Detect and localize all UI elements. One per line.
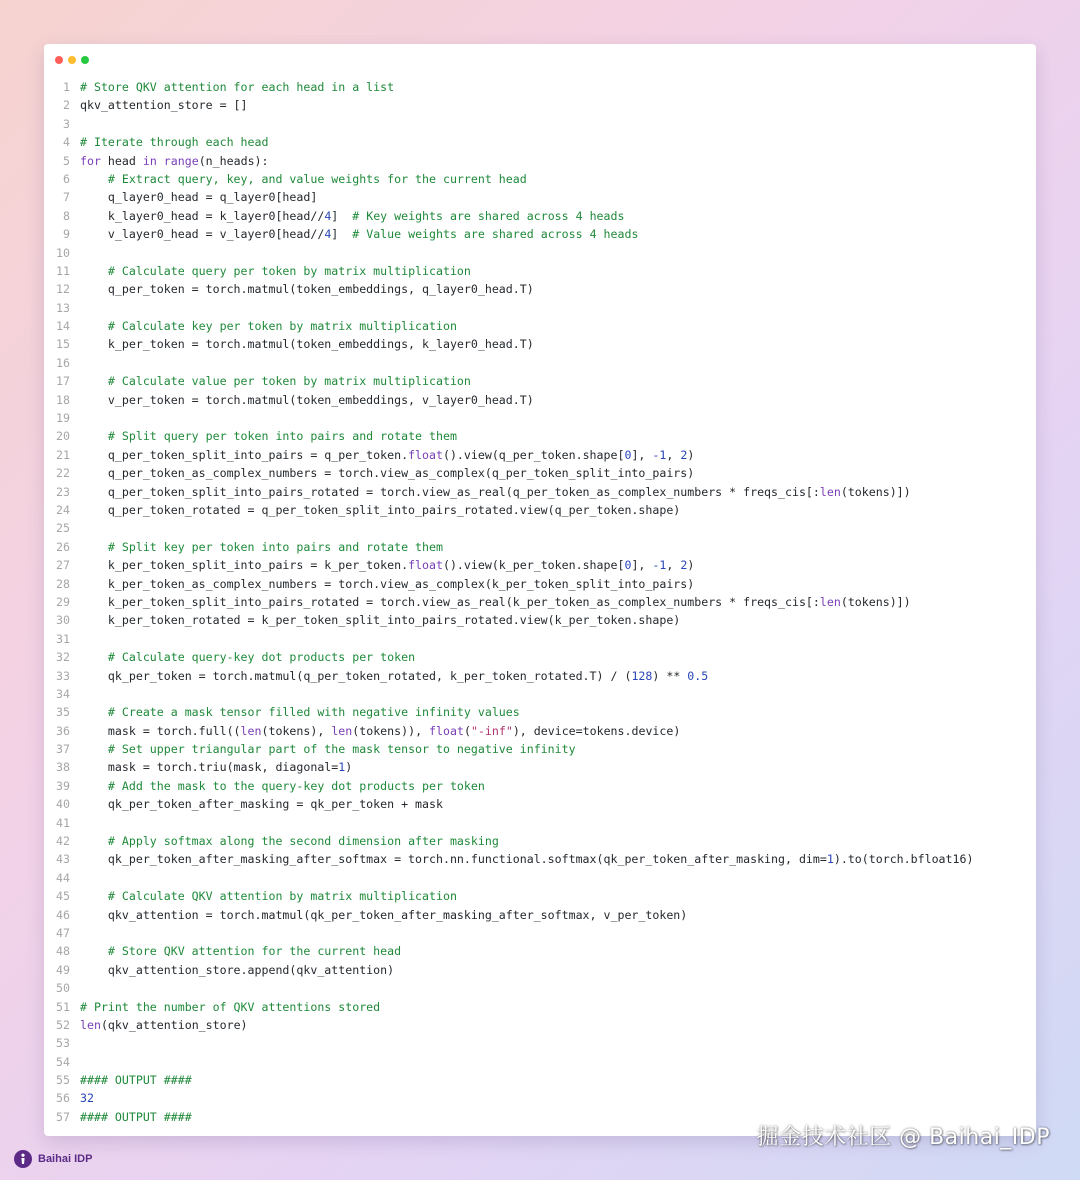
code-token: v_per_token = torch.matmul(token_embeddings, v_layer0_head.T) [80,392,534,407]
code-token: in [142,153,157,168]
code-token: 2 [680,558,688,573]
line-number: 47 [56,925,70,940]
code-token: float [408,447,443,462]
line-number: 13 [56,300,70,315]
code-line [44,685,1036,703]
code-line [44,317,1036,335]
code-token: ) [687,447,695,462]
code-token: ) [345,760,353,775]
code-line [44,78,1036,96]
code-token: len [819,484,841,499]
line-number: 35 [56,705,70,720]
code-token [80,742,108,756]
code-line [44,299,1036,317]
window-controls [55,56,89,64]
code-token: # Extract query, key, and value weights for the current head [107,171,527,186]
code-token [80,650,108,664]
code-token: len [819,594,841,609]
line-number: 46 [56,907,70,922]
code-token: float [408,558,443,573]
code-token: # Store QKV attention for each head in a list [80,80,395,94]
code-token: qk_per_token_after_masking_after_softmax = torch.nn.functional.softmax(qk_per_token_after_masking, dim= [80,852,827,867]
code-token: ) [687,558,695,573]
code-token: k_per_token_split_into_pairs = k_per_token. [80,558,409,573]
code-token: (n_heads): [198,153,269,168]
code-token [80,264,108,278]
line-number: 26 [56,539,70,554]
line-number: 3 [63,116,70,131]
code-token: ], [631,447,653,462]
code-token: # Calculate query-key dot products per token [107,650,416,665]
line-number: 1 [63,80,70,94]
code-token [80,540,108,554]
line-number: 19 [56,411,70,426]
code-token: mask = torch.triu(mask, diagonal= [80,760,339,775]
code-token: (qkv_attention_store) [100,1017,248,1032]
code-token: len [80,1017,101,1032]
line-number: 55 [56,1073,70,1088]
code-line [44,703,1036,721]
line-number: 30 [56,613,70,628]
code-token [80,889,108,903]
code-line [44,115,1036,133]
line-number: 20 [56,429,70,444]
code-token: # Split key per token into pairs and rotate them [107,539,443,554]
code-token: 128 [631,668,653,683]
code-token [80,705,108,719]
code-token: ( [463,723,471,738]
line-number: 12 [56,282,70,297]
code-token: 0 [624,447,632,462]
code-line [44,1089,1036,1107]
code-token: qkv_attention = torch.matmul(qk_per_token_after_masking_after_softmax, v_per_token) [80,907,688,922]
code-token: # Value weights are shared across 4 heads [352,227,639,242]
code-token [157,154,164,168]
code-token: ) ** [652,668,688,683]
line-number: 9 [63,227,70,242]
line-number: 14 [56,319,70,334]
code-token: # Add the mask to the query-key dot products per token [107,778,485,793]
line-number: 8 [63,208,70,223]
code-token: ] [331,227,353,242]
line-number: 16 [56,355,70,370]
line-number: 5 [63,153,70,168]
code-token [80,944,108,958]
code-token: (tokens)]) [840,484,911,499]
line-number: 6 [63,171,70,186]
code-token [80,319,108,333]
line-number: 43 [56,852,70,867]
code-token: (tokens), [261,723,332,738]
code-token: head [100,153,143,168]
code-line [44,869,1036,887]
code-token: #### OUTPUT #### [80,1109,192,1124]
code-token: qk_per_token_after_masking = qk_per_token + mask [80,797,443,812]
line-number: 11 [56,263,70,278]
code-line [44,1016,1036,1034]
code-token: -1 [652,558,667,573]
baihai-logo-icon [14,1150,32,1168]
code-line [44,777,1036,795]
code-line [44,1071,1036,1089]
code-line [44,170,1036,188]
code-token: q_per_token_split_into_pairs = q_per_token. [80,447,409,462]
code-token: 4 [324,227,332,242]
code-line [44,832,1036,850]
line-number: 39 [56,778,70,793]
code-token: k_per_token_as_complex_numbers = torch.view_as_complex(k_per_token_split_into_pairs) [80,576,695,591]
code-line [44,483,1036,501]
code-line [44,427,1036,445]
code-token: len [240,723,262,738]
code-line [44,446,1036,464]
code-token: range [163,153,199,168]
code-line [44,501,1036,519]
code-token: # Set upper triangular part of the mask tensor to negative infinity [107,742,576,757]
line-number: 7 [63,190,70,205]
code-line [44,556,1036,574]
line-number: 27 [56,558,70,573]
code-token: ().view(k_per_token.shape[ [442,558,625,573]
line-number: 25 [56,521,70,536]
code-line [44,740,1036,758]
line-number: 51 [56,999,70,1014]
code-token: (tokens)), [352,723,430,738]
code-line [44,998,1036,1016]
code-token [80,172,108,186]
brand-name: Baihai IDP [38,1153,93,1165]
code-window [44,44,1036,1136]
code-line [44,152,1036,170]
code-line [44,391,1036,409]
code-line [44,906,1036,924]
code-token: q_per_token_split_into_pairs_rotated = torch.view_as_real(q_per_token_as_complex_numbers * freqs_cis[: [80,484,820,499]
code-line [44,335,1036,353]
line-number: 2 [63,98,70,113]
code-token: v_layer0_head = v_layer0[head// [80,227,325,242]
code-token: # Print the number of QKV attentions stored [80,999,381,1014]
line-number: 45 [56,889,70,904]
code-line [44,207,1036,225]
code-line [44,188,1036,206]
code-token: k_per_token_rotated = k_per_token_split_into_pairs_rotated.view(k_per_token.shape) [80,613,681,628]
code-token: q_per_token_as_complex_numbers = torch.view_as_complex(q_per_token_split_into_pairs) [80,466,695,481]
code-line [44,96,1036,114]
line-number: 21 [56,447,70,462]
line-number: 15 [56,337,70,352]
code-token: # Create a mask tensor filled with negative infinity values [107,705,520,720]
line-number: 24 [56,502,70,517]
code-token: ).to(torch.bfloat16) [833,852,974,867]
line-number: 57 [56,1109,70,1124]
code-token: ], [631,558,653,573]
line-number: 28 [56,576,70,591]
brand-logo [14,1150,92,1168]
line-number: 36 [56,723,70,738]
code-line [44,372,1036,390]
code-line [44,575,1036,593]
maximize-window-button[interactable] [81,56,89,64]
line-number: 49 [56,962,70,977]
code-line [44,942,1036,960]
code-token [80,834,108,848]
code-token: k_per_token = torch.matmul(token_embeddings, k_layer0_head.T) [80,337,534,352]
code-block [44,78,1036,1126]
code-line [44,519,1036,537]
code-line [44,464,1036,482]
code-line [44,795,1036,813]
code-line [44,979,1036,997]
code-token: # Iterate through each head [80,135,269,150]
code-line [44,1034,1036,1052]
line-number: 56 [56,1091,70,1106]
line-number: 54 [56,1054,70,1069]
code-token: 0.5 [687,668,709,683]
code-line [44,924,1036,942]
line-number: 31 [56,631,70,646]
code-token: q_per_token_rotated = q_per_token_split_into_pairs_rotated.view(q_per_token.shape) [80,502,681,517]
code-line [44,354,1036,372]
code-line [44,814,1036,832]
code-token: ), device=tokens.device) [512,723,681,738]
code-line [44,850,1036,868]
code-token: len [331,723,353,738]
line-number: 52 [56,1017,70,1032]
code-token [80,374,108,388]
line-number: 29 [56,594,70,609]
code-token: "-inf" [470,723,513,738]
code-line [44,961,1036,979]
line-number: 17 [56,374,70,389]
code-line [44,887,1036,905]
code-token: # Key weights are shared across 4 heads [352,208,625,223]
line-number: 38 [56,760,70,775]
code-token: 4 [324,208,332,223]
code-line [44,1053,1036,1071]
code-token: 32 [80,1091,94,1106]
code-token: , [666,447,681,462]
line-number: 50 [56,981,70,996]
code-token: mask = torch.full(( [80,723,241,738]
close-window-button[interactable] [55,56,63,64]
code-token: k_per_token_split_into_pairs_rotated = torch.view_as_real(k_per_token_as_complex_numbers * freqs_cis[: [80,594,820,609]
line-number: 32 [56,650,70,665]
code-token [80,429,108,443]
code-token: q_per_token = torch.matmul(token_embeddings, q_layer0_head.T) [80,282,534,297]
code-token: (tokens)]) [840,594,911,609]
minimize-window-button[interactable] [68,56,76,64]
code-token: 0 [624,558,632,573]
line-number: 48 [56,944,70,959]
line-number: 42 [56,834,70,849]
line-number: 18 [56,392,70,407]
code-token: , [666,558,681,573]
line-number: 40 [56,797,70,812]
code-token: # Calculate value per token by matrix multiplication [107,374,471,389]
code-line [44,225,1036,243]
line-number: 4 [63,135,70,150]
line-number: 23 [56,484,70,499]
code-token: 2 [680,447,688,462]
code-line [44,667,1036,685]
code-token: ] [331,208,353,223]
line-number: 34 [56,686,70,701]
code-line [44,758,1036,776]
code-token: ().view(q_per_token.shape[ [442,447,625,462]
code-token: k_layer0_head = k_layer0[head// [80,208,325,223]
code-line [44,280,1036,298]
code-line [44,262,1036,280]
code-token: # Calculate key per token by matrix multiplication [107,319,457,334]
code-token: # Store QKV attention for the current head [107,944,402,959]
code-token: # Apply softmax along the second dimension after masking [107,834,499,849]
code-token: # Split query per token into pairs and rotate them [107,429,457,444]
code-line [44,611,1036,629]
code-token: q_layer0_head = q_layer0[head] [80,190,318,205]
line-number: 10 [56,245,70,260]
code-line [44,648,1036,666]
line-number: 53 [56,1036,70,1051]
code-token: 1 [826,852,834,867]
line-number: 44 [56,870,70,885]
line-number: 22 [56,466,70,481]
code-token: # Calculate query per token by matrix multiplication [107,263,471,278]
code-token: 1 [338,760,346,775]
code-token: qkv_attention_store.append(qkv_attention) [80,962,395,977]
line-number: 41 [56,815,70,830]
code-token: # Calculate QKV attention by matrix multiplication [107,889,457,904]
code-line [44,630,1036,648]
code-token: for [80,153,101,168]
code-line [44,722,1036,740]
code-token: qkv_attention_store = [] [80,98,248,113]
code-token [80,779,108,793]
line-number: 37 [56,742,70,757]
code-line [44,593,1036,611]
code-token: -1 [652,447,667,462]
code-token: float [429,723,464,738]
line-number: 33 [56,668,70,683]
code-token: #### OUTPUT #### [80,1073,192,1088]
code-line [44,538,1036,556]
code-line [44,244,1036,262]
code-line [44,409,1036,427]
watermark: 掘金技术社区 @ Baihai_IDP [756,1125,1050,1150]
code-token: qk_per_token = torch.matmul(q_per_token_rotated, k_per_token_rotated.T) / ( [80,668,632,683]
code-line [44,133,1036,151]
